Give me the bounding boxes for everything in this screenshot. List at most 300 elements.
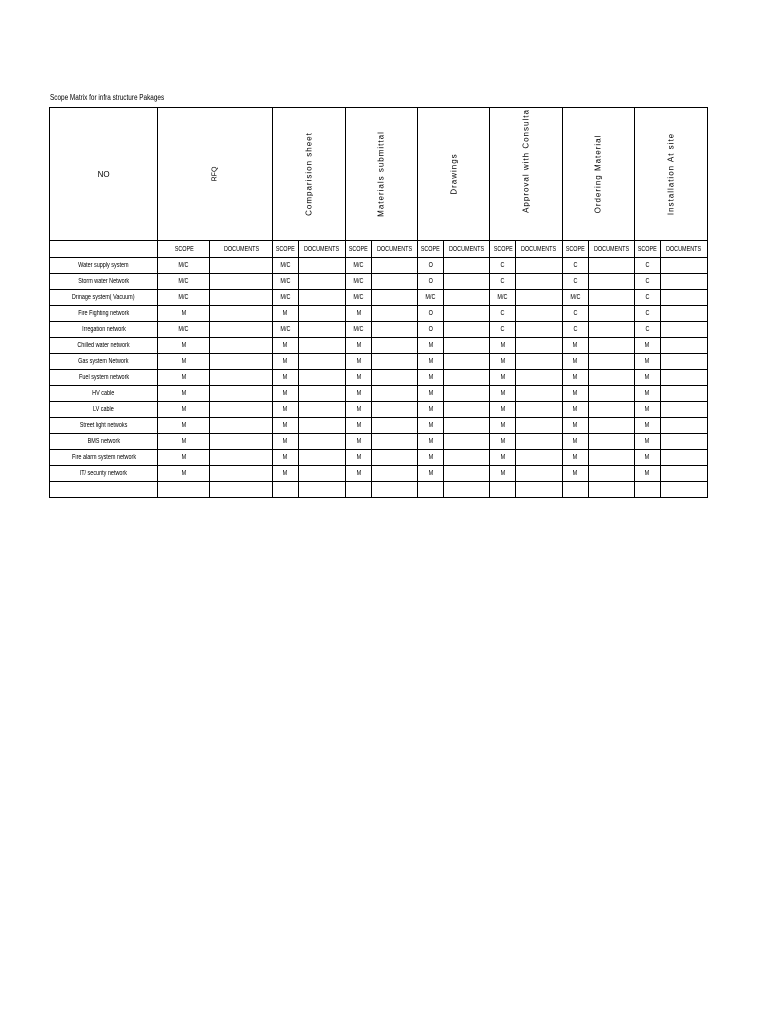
scope-value: M/C (353, 294, 364, 301)
row-name: BMS network (87, 438, 120, 445)
row-name: Street light netwoks (79, 422, 128, 429)
row-name-cell (50, 290, 158, 306)
scope-value: O (428, 278, 433, 285)
scope-value: M (282, 454, 288, 461)
scope-cell (158, 450, 210, 466)
documents-header (371, 241, 417, 258)
documents-cell (298, 466, 345, 482)
documents-cell (444, 450, 490, 466)
table-row (50, 338, 708, 354)
page-title: Scope Matrix for infra structure Pakages (50, 93, 165, 102)
scope-value: M (500, 390, 506, 397)
scope-cell (634, 386, 660, 402)
scope-value: C (645, 310, 650, 317)
scope-value: M (282, 390, 288, 397)
scope-cell (272, 434, 298, 450)
documents-cell (516, 466, 562, 482)
documents-cell (210, 402, 272, 418)
subheader-blank (50, 241, 158, 258)
documents-cell (516, 290, 562, 306)
scope-cell (634, 450, 660, 466)
documents-cell (516, 434, 562, 450)
scope-header-label: SCOPE (348, 245, 368, 253)
documents-cell (660, 466, 707, 482)
row-name: IT/ security network (79, 470, 128, 477)
scope-value: M/C (178, 278, 189, 285)
scope-cell (490, 274, 516, 290)
scope-cell (345, 306, 371, 322)
scope-value: M/C (570, 294, 581, 301)
documents-header-label: DOCUMENTS (304, 245, 340, 253)
scope-value: M (356, 374, 361, 381)
documents-cell (660, 402, 707, 418)
row-name-cell (50, 354, 158, 370)
documents-cell (210, 306, 272, 322)
scope-value: M (282, 470, 288, 477)
documents-cell (588, 306, 634, 322)
scope-header (345, 241, 371, 258)
documents-cell (588, 418, 634, 434)
documents-cell (516, 354, 562, 370)
documents-cell (210, 338, 272, 354)
documents-cell (588, 434, 634, 450)
documents-cell (210, 354, 272, 370)
blank-cell (272, 482, 298, 498)
scope-cell (418, 258, 444, 274)
documents-cell (371, 450, 417, 466)
scope-value: M/C (353, 326, 364, 333)
scope-value: M (572, 374, 578, 381)
no-header (50, 108, 158, 241)
table-row (50, 290, 708, 306)
scope-value: M (356, 342, 361, 349)
scope-cell (158, 290, 210, 306)
scope-cell (418, 338, 444, 354)
scope-value: M/C (280, 262, 291, 269)
scope-cell (345, 258, 371, 274)
documents-cell (660, 258, 707, 274)
scope-cell (272, 466, 298, 482)
documents-cell (371, 306, 417, 322)
scope-value: M (181, 342, 187, 349)
scope-value: M (644, 374, 650, 381)
scope-cell (634, 306, 660, 322)
table-row (50, 386, 708, 402)
scope-cell (272, 290, 298, 306)
scope-value: M (428, 342, 433, 349)
scope-value: M (282, 358, 288, 365)
row-name: Gas system Network (78, 358, 129, 365)
scope-value: C (645, 294, 650, 301)
documents-cell (444, 466, 490, 482)
scope-cell (562, 466, 588, 482)
scope-cell (418, 434, 444, 450)
scope-value: M (572, 358, 578, 365)
scope-header-label: SCOPE (493, 245, 513, 253)
scope-value: M (181, 454, 187, 461)
row-name-cell (50, 450, 158, 466)
scope-value: M (500, 358, 506, 365)
scope-value: M (181, 374, 187, 381)
scope-value: M (500, 422, 506, 429)
scope-value: M (644, 422, 650, 429)
documents-cell (298, 258, 345, 274)
scope-cell (562, 306, 588, 322)
scope-cell (158, 354, 210, 370)
scope-value: M (500, 374, 506, 381)
documents-cell (298, 354, 345, 370)
documents-cell (210, 290, 272, 306)
scope-cell (634, 338, 660, 354)
scope-cell (418, 450, 444, 466)
documents-cell (444, 274, 490, 290)
scope-value: M (282, 422, 288, 429)
scope-cell (490, 450, 516, 466)
documents-header-label: DOCUMENTS (223, 245, 259, 253)
scope-cell (418, 466, 444, 482)
documents-header (660, 241, 707, 258)
scope-cell (272, 306, 298, 322)
scope-value: M (181, 390, 187, 397)
scope-value: C (573, 326, 578, 333)
documents-cell (210, 322, 272, 338)
blank-row (50, 482, 708, 498)
scope-value: M/C (280, 294, 291, 301)
scope-cell (158, 322, 210, 338)
documents-cell (516, 450, 562, 466)
documents-cell (371, 338, 417, 354)
documents-cell (588, 386, 634, 402)
documents-header-label: DOCUMENTS (449, 245, 485, 253)
scope-value: M (572, 342, 578, 349)
scope-value: M (428, 438, 433, 445)
scope-value: M (428, 454, 433, 461)
documents-cell (371, 370, 417, 386)
scope-value: M (572, 454, 578, 461)
row-name: Chilled water network (77, 342, 130, 349)
documents-cell (516, 338, 562, 354)
row-name: Fuel system network (78, 374, 129, 381)
scope-cell (562, 450, 588, 466)
scope-cell (272, 274, 298, 290)
blank-cell (418, 482, 444, 498)
group-header-label: Ordering Material (593, 134, 603, 214)
documents-cell (588, 370, 634, 386)
scope-cell (272, 354, 298, 370)
scope-cell (490, 354, 516, 370)
documents-cell (371, 418, 417, 434)
scope-cell (418, 322, 444, 338)
documents-cell (210, 386, 272, 402)
scope-value: M (282, 310, 288, 317)
scope-value: M (572, 422, 578, 429)
documents-cell (516, 322, 562, 338)
scope-value: M (428, 406, 433, 413)
subheader-row (50, 241, 708, 258)
table-row (50, 322, 708, 338)
row-name: HV cable (92, 390, 115, 397)
scope-value: M (356, 470, 361, 477)
scope-value: M (500, 470, 506, 477)
scope-cell (158, 258, 210, 274)
scope-value: C (645, 262, 650, 269)
documents-cell (588, 322, 634, 338)
scope-value: C (645, 278, 650, 285)
scope-cell (272, 386, 298, 402)
row-name: Fire alarm system network (71, 454, 136, 461)
documents-cell (298, 306, 345, 322)
scope-cell (562, 434, 588, 450)
documents-cell (660, 370, 707, 386)
scope-value: M/C (178, 326, 189, 333)
scope-value: M (644, 358, 650, 365)
documents-cell (444, 418, 490, 434)
table-row (50, 370, 708, 386)
scope-matrix-table (49, 107, 708, 498)
table-row (50, 258, 708, 274)
documents-cell (298, 418, 345, 434)
group-header-label: Approval with Consulta (521, 108, 531, 213)
documents-header (588, 241, 634, 258)
scope-cell (158, 370, 210, 386)
scope-value: M (644, 342, 650, 349)
row-name: Storm water Network (78, 278, 130, 285)
group-header (345, 108, 417, 241)
blank-cell (516, 482, 562, 498)
scope-cell (562, 338, 588, 354)
group-header (562, 108, 634, 241)
scope-value: M (282, 438, 288, 445)
table-row (50, 274, 708, 290)
scope-value: C (645, 326, 650, 333)
blank-cell (660, 482, 707, 498)
blank-cell (298, 482, 345, 498)
scope-cell (345, 290, 371, 306)
documents-cell (444, 434, 490, 450)
scope-cell (634, 322, 660, 338)
scope-value: M (356, 454, 361, 461)
documents-header-label: DOCUMENTS (521, 245, 557, 253)
table-row (50, 306, 708, 322)
scope-cell (634, 434, 660, 450)
scope-value: M (572, 390, 578, 397)
documents-cell (371, 434, 417, 450)
scope-cell (562, 402, 588, 418)
documents-cell (588, 402, 634, 418)
scope-cell (418, 370, 444, 386)
scope-value: M (428, 374, 433, 381)
blank-cell (158, 482, 210, 498)
scope-cell (562, 290, 588, 306)
scope-cell (418, 386, 444, 402)
scope-cell (562, 370, 588, 386)
documents-cell (210, 466, 272, 482)
group-header-label: Drawings (449, 153, 459, 195)
documents-cell (588, 354, 634, 370)
documents-cell (298, 450, 345, 466)
blank-cell (444, 482, 490, 498)
scope-value: M/C (353, 262, 364, 269)
group-header (418, 108, 490, 241)
documents-header (298, 241, 345, 258)
group-header-label: Comparision sheet (304, 132, 314, 216)
scope-cell (158, 402, 210, 418)
scope-cell (272, 402, 298, 418)
blank-cell (371, 482, 417, 498)
scope-value: M (644, 454, 650, 461)
header-row (50, 108, 708, 241)
scope-cell (345, 354, 371, 370)
documents-cell (660, 386, 707, 402)
scope-cell (418, 290, 444, 306)
documents-cell (444, 338, 490, 354)
scope-value: C (573, 278, 578, 285)
scope-value: M (428, 390, 433, 397)
scope-cell (562, 354, 588, 370)
scope-cell (418, 418, 444, 434)
scope-cell (158, 466, 210, 482)
scope-cell (345, 274, 371, 290)
row-name-cell (50, 322, 158, 338)
scope-cell (634, 354, 660, 370)
scope-value: M (356, 310, 361, 317)
scope-cell (562, 322, 588, 338)
scope-cell (272, 450, 298, 466)
documents-cell (298, 386, 345, 402)
scope-value: M (282, 342, 288, 349)
documents-cell (516, 418, 562, 434)
documents-cell (516, 258, 562, 274)
scope-value: M/C (178, 294, 189, 301)
documents-cell (660, 450, 707, 466)
documents-cell (660, 434, 707, 450)
scope-value: M (572, 470, 578, 477)
scope-header (158, 241, 210, 258)
scope-value: M (356, 406, 361, 413)
documents-cell (444, 386, 490, 402)
documents-cell (298, 274, 345, 290)
scope-value: M (356, 438, 361, 445)
scope-value: M (181, 406, 187, 413)
blank-cell (562, 482, 588, 498)
row-name: Fire Fighting network (78, 310, 130, 317)
table-row (50, 354, 708, 370)
documents-cell (516, 370, 562, 386)
scope-cell (562, 418, 588, 434)
documents-cell (588, 450, 634, 466)
documents-cell (210, 274, 272, 290)
documents-cell (444, 354, 490, 370)
documents-cell (660, 306, 707, 322)
scope-cell (158, 434, 210, 450)
scope-value: O (428, 310, 433, 317)
scope-cell (490, 466, 516, 482)
documents-cell (298, 434, 345, 450)
documents-cell (298, 338, 345, 354)
row-name-cell (50, 418, 158, 434)
scope-cell (418, 306, 444, 322)
scope-cell (634, 466, 660, 482)
documents-cell (210, 450, 272, 466)
scope-cell (272, 258, 298, 274)
blank-cell (634, 482, 660, 498)
table-row (50, 450, 708, 466)
blank-cell (588, 482, 634, 498)
scope-header-label: SCOPE (421, 245, 441, 253)
documents-cell (210, 370, 272, 386)
scope-cell (490, 306, 516, 322)
scope-cell (562, 386, 588, 402)
scope-value: M (500, 406, 506, 413)
row-name: Drinage system( Vacuum) (72, 294, 136, 301)
scope-cell (158, 274, 210, 290)
scope-value: C (500, 326, 505, 333)
documents-cell (660, 418, 707, 434)
row-name-cell (50, 434, 158, 450)
scope-cell (634, 370, 660, 386)
documents-cell (210, 418, 272, 434)
scope-value: M (181, 358, 187, 365)
scope-value: M (572, 438, 578, 445)
scope-value: M (181, 438, 187, 445)
scope-value: C (500, 310, 505, 317)
documents-cell (444, 258, 490, 274)
documents-cell (371, 258, 417, 274)
scope-cell (158, 306, 210, 322)
scope-value: M (500, 438, 506, 445)
scope-cell (345, 386, 371, 402)
scope-cell (345, 370, 371, 386)
group-header-label: Installation At site (666, 132, 676, 216)
documents-cell (210, 258, 272, 274)
documents-cell (371, 386, 417, 402)
documents-header (210, 241, 272, 258)
documents-cell (444, 370, 490, 386)
documents-cell (371, 290, 417, 306)
blank-cell (50, 482, 158, 498)
group-header (272, 108, 345, 241)
row-name-cell (50, 402, 158, 418)
group-header (158, 108, 272, 241)
documents-cell (588, 258, 634, 274)
scope-header (490, 241, 516, 258)
scope-value: M/C (280, 278, 291, 285)
documents-cell (210, 434, 272, 450)
scope-value: M (356, 422, 361, 429)
scope-value: M/C (353, 278, 364, 285)
table-row (50, 402, 708, 418)
scope-value: O (428, 326, 433, 333)
scope-cell (490, 338, 516, 354)
row-name-cell (50, 466, 158, 482)
scope-value: M (572, 406, 578, 413)
documents-cell (660, 322, 707, 338)
documents-cell (444, 402, 490, 418)
documents-cell (516, 402, 562, 418)
scope-cell (490, 370, 516, 386)
scope-header-label: SCOPE (565, 245, 585, 253)
scope-cell (490, 402, 516, 418)
documents-cell (298, 370, 345, 386)
scope-header-label: SCOPE (275, 245, 295, 253)
documents-header (444, 241, 490, 258)
scope-value: M (500, 454, 506, 461)
documents-cell (444, 322, 490, 338)
scope-cell (418, 354, 444, 370)
documents-cell (298, 290, 345, 306)
documents-cell (660, 274, 707, 290)
scope-value: M (181, 310, 187, 317)
